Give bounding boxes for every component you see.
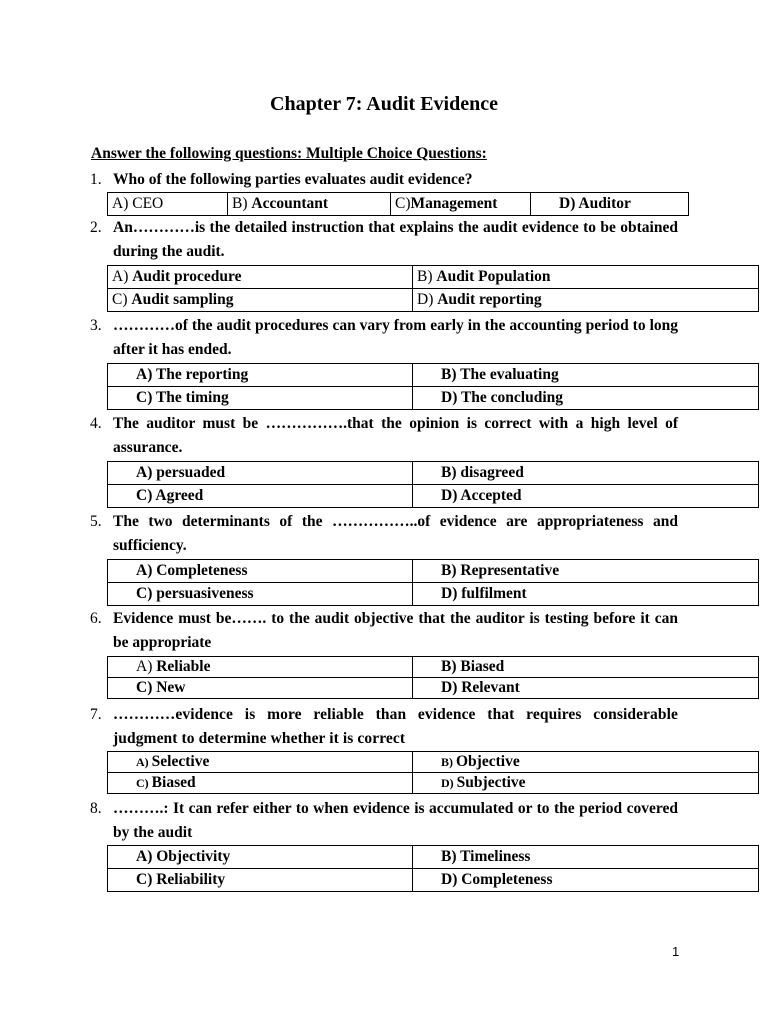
option-b[interactable]: B) disagreed (413, 462, 759, 485)
question-text: …………evidence is more reliable than evidence that requires considerable judgment to determine whether it is correct (113, 706, 678, 747)
instructions-heading: Answer the following questions: Multiple Choice Questions: (91, 145, 487, 162)
question-number: 3. (90, 317, 102, 334)
question-text: An…………is the detailed instruction that explains the audit evidence to be obtained during the audit. (113, 219, 678, 260)
option-c[interactable]: C) New (108, 678, 413, 699)
option-a[interactable]: A) Selective (108, 752, 413, 773)
question-text: ……….: It can refer either to when evidence is accumulated or to the period covered by the audit (113, 800, 678, 841)
question-number: 5. (90, 513, 102, 530)
options-table-6 (107, 656, 759, 699)
option-c[interactable]: C) The timing (108, 387, 413, 410)
option-d[interactable]: D) Relevant (413, 678, 759, 699)
options-table-7 (107, 751, 759, 794)
option-b[interactable]: B) Representative (413, 560, 759, 583)
option-d[interactable]: D) Auditor (531, 193, 689, 216)
option-d[interactable]: D) Subjective (413, 773, 759, 794)
options-table-2 (107, 265, 759, 312)
question-7 (90, 703, 678, 751)
option-b[interactable]: B) Biased (413, 657, 759, 678)
question-1 (90, 168, 678, 192)
option-c[interactable]: C) Audit sampling (108, 289, 413, 312)
option-a[interactable]: A) The reporting (108, 364, 413, 387)
option-c[interactable]: C) Biased (108, 773, 413, 794)
option-a[interactable]: A) Completeness (108, 560, 413, 583)
option-b[interactable]: B) Objective (413, 752, 759, 773)
option-a[interactable]: A) persuaded (108, 462, 413, 485)
option-b[interactable]: B) Audit Population (413, 266, 759, 289)
page-number: 1 (672, 944, 680, 959)
question-number: 4. (90, 415, 102, 432)
page-title: Chapter 7: Audit Evidence (270, 93, 498, 115)
question-text: Evidence must be……. to the audit objective that the auditor is testing before it can be appropriate (113, 610, 678, 651)
option-d[interactable]: D) Accepted (413, 485, 759, 508)
option-a[interactable]: A) Audit procedure (108, 266, 413, 289)
option-c[interactable]: C) persuasiveness (108, 583, 413, 606)
question-number: 6. (90, 610, 102, 627)
question-text: Who of the following parties evaluates audit evidence? (113, 171, 473, 188)
option-a[interactable]: A) CEO (108, 193, 228, 216)
option-d[interactable]: D) fulfilment (413, 583, 759, 606)
question-3 (90, 314, 678, 362)
option-b[interactable]: B) The evaluating (413, 364, 759, 387)
option-a[interactable]: A) Reliable (108, 657, 413, 678)
options-table-8 (107, 845, 759, 892)
option-b[interactable]: B) Accountant (228, 193, 391, 216)
options-table-1 (107, 192, 689, 216)
option-d[interactable]: D) The concluding (413, 387, 759, 410)
option-d[interactable]: D) Completeness (413, 869, 759, 892)
options-table-5 (107, 559, 759, 606)
question-4 (90, 412, 678, 460)
option-c[interactable]: C) Agreed (108, 485, 413, 508)
question-8 (90, 797, 678, 845)
options-table-3 (107, 363, 759, 410)
question-6 (90, 607, 678, 655)
question-text: …………of the audit procedures can vary from early in the accounting period to long after it has ended. (113, 317, 678, 358)
option-c[interactable]: C) Reliability (108, 869, 413, 892)
question-number: 8. (90, 800, 102, 817)
question-text: The auditor must be …………….that the opinion is correct with a high level of assurance. (113, 415, 678, 456)
option-a[interactable]: A) Objectivity (108, 846, 413, 869)
question-number: 7. (90, 706, 102, 723)
question-text: The two determinants of the ……………..of evidence are appropriateness and sufficiency. (113, 513, 678, 554)
option-b[interactable]: B) Timeliness (413, 846, 759, 869)
question-2 (90, 216, 678, 264)
options-table-4 (107, 461, 759, 508)
question-5 (90, 510, 678, 558)
question-number: 2. (90, 219, 102, 236)
option-d[interactable]: D) Audit reporting (413, 289, 759, 312)
question-number: 1. (90, 171, 102, 188)
option-c[interactable]: C)Management (391, 193, 531, 216)
